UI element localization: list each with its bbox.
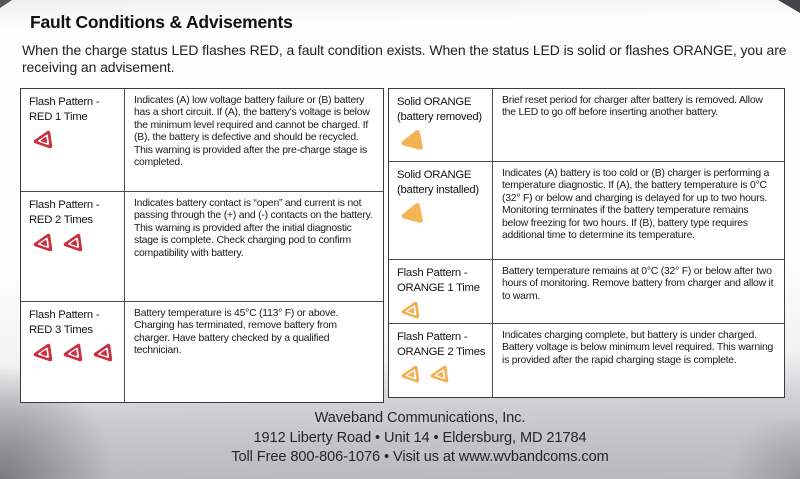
pattern-label: Flash Pattern - [29, 309, 100, 321]
pattern-label-cell [389, 260, 493, 323]
flash-icons [30, 129, 120, 152]
photo-corner-top-right [778, 0, 800, 13]
orange-flash-triangle-icon [397, 299, 424, 324]
pattern-label-cell [21, 302, 125, 402]
red-flash-triangle-icon [29, 341, 57, 367]
pattern-label-cell [21, 192, 125, 301]
company-name: Waveband Communications, Inc. [314, 410, 526, 426]
table-row [21, 89, 383, 191]
pattern-label-cell [389, 324, 493, 397]
table-row [389, 323, 784, 397]
advisement-description: Indicates (A) battery is too cold or (B) charger is performing a temperature diagnostic. If (A), the battery temperature is 0°C (32° F) or below and charging is delayed for up to two hours. Monitoring terminates if the battery temperature remains below freezing for two hours. If (B), battery type requires additional time to determine its temperature. [502, 168, 770, 242]
pattern-label: Flash Pattern - [29, 96, 100, 108]
pattern-label: Solid ORANGE [397, 96, 472, 108]
pattern-label-cell [389, 162, 493, 259]
flash-icons [398, 364, 488, 386]
advisement-description: Battery temperature remains at 0°C (32° F) or below after two hours of monitoring. Remove battery from charger and allow it to warm. [502, 266, 774, 302]
fault-description: Indicates battery contact is “open” and current is not passing through the (+) and (-) contacts on the battery. This warning is provided after the initial diagnostic stage is complete. Check charging pod to confirm compatibility with battery. [134, 198, 373, 259]
red-flash-triangle-icon [29, 231, 57, 257]
company-contact: Toll Free 800-806-1076 • Visit us at www.wvbandcoms.com [231, 449, 609, 466]
red-flash-triangle-icon [29, 128, 57, 154]
orange-flash-triangle-icon [397, 363, 424, 388]
table-row [389, 161, 784, 259]
pattern-label: Flash Pattern - [397, 331, 468, 343]
orange-flash-triangle-icon [426, 363, 453, 388]
pattern-label: ORANGE 2 Times [397, 345, 486, 358]
flash-icons [398, 202, 488, 227]
pattern-label: Flash Pattern - [397, 267, 468, 279]
pattern-label-cell [389, 89, 493, 161]
pattern-label: (battery installed) [397, 183, 479, 196]
fault-conditions-table [20, 88, 384, 403]
intro-text: When the charge status LED flashes RED, a fault condition exists. When the status LED is solid or flashes ORANGE, you are receiving an advisement. [22, 42, 787, 75]
fault-description: Indicates (A) low voltage battery failure or (B) battery has a short circuit. If (A), the battery's voltage is below the minimum level required and cannot be charged. If (B), the battery is defective and should be recycled. This warning is provided after the pre-charge stage is completed. [134, 95, 370, 169]
table-row [389, 89, 784, 161]
advisements-table [388, 88, 785, 398]
advisement-description: Brief reset period for charger after battery is removed. Allow the LED to go off before inserting another battery. [502, 95, 763, 119]
pattern-label: RED 3 Times [29, 323, 93, 336]
fault-description: Battery temperature is 45°C (113° F) or above. Charging has terminated, remove battery from charger. Have battery checked by a qualified technician. [134, 308, 339, 357]
flash-icons [398, 129, 488, 154]
red-flash-triangle-icon [59, 341, 87, 367]
pattern-label: Solid ORANGE [397, 169, 472, 181]
pattern-label: ORANGE 1 Time [397, 281, 480, 294]
red-flash-triangle-icon [59, 231, 87, 257]
pattern-label: RED 1 Time [29, 110, 88, 123]
table-row [21, 191, 383, 301]
flash-icons [30, 342, 120, 365]
solid-orange-triangle-icon [396, 200, 428, 230]
table-row [21, 301, 383, 402]
advisement-description: Indicates charging complete, but battery is under charged. Battery voltage is below minimum level required. This warning is provided after the rapid charging stage is complete. [502, 330, 774, 366]
flash-icons [30, 232, 120, 255]
pattern-label: RED 2 Times [29, 213, 93, 226]
red-flash-triangle-icon [89, 341, 117, 367]
company-address: 1912 Liberty Road • Unit 14 • Eldersburg, MD 21784 [253, 429, 587, 446]
table-row [389, 259, 784, 323]
flash-icons [398, 300, 488, 322]
pattern-label-cell [21, 89, 125, 191]
page-title: Fault Conditions & Advisements [30, 12, 293, 32]
pattern-label: Flash Pattern - [29, 199, 100, 211]
footer [40, 409, 800, 468]
solid-orange-triangle-icon [396, 127, 428, 157]
photo-corner-top-left [0, 0, 12, 8]
pattern-label: (battery removed) [397, 110, 482, 123]
